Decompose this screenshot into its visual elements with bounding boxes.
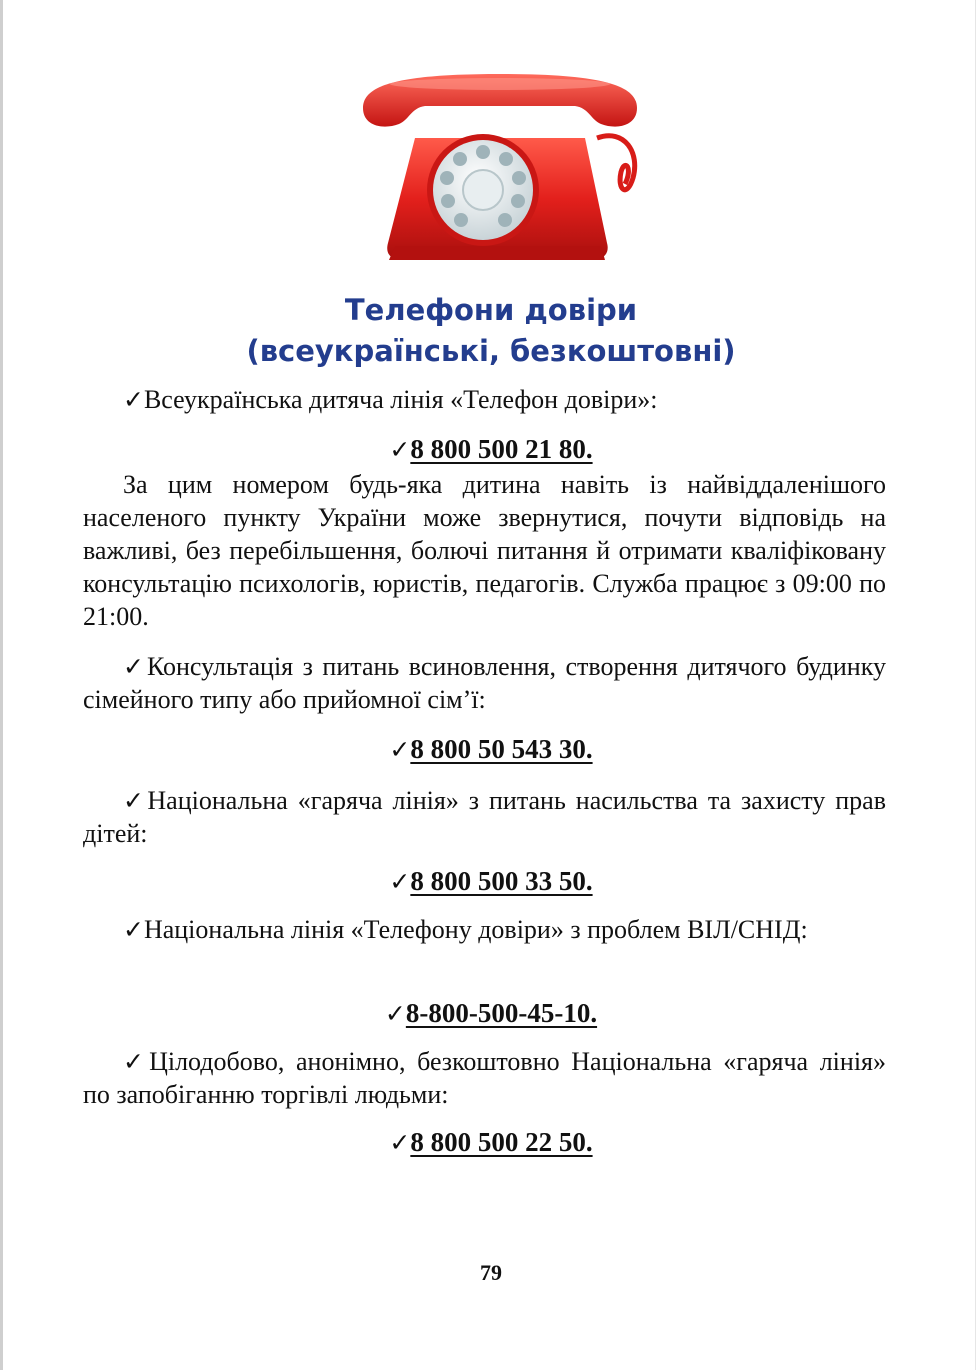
phone-number-line xyxy=(3,996,976,1031)
list-item xyxy=(83,383,886,416)
checkmark-icon: ✓ xyxy=(123,915,144,944)
page-number: 79 xyxy=(480,1260,502,1285)
page-title: Телефони довіри xyxy=(344,293,638,327)
phone-number-line xyxy=(3,864,976,899)
checkmark-icon: ✓ xyxy=(123,652,147,681)
checkmark-icon: ✓ xyxy=(123,786,148,815)
phone-number-line xyxy=(3,732,976,767)
hotline-label: Національна «гаряча лінія» з питань насильства та захисту прав дітей: xyxy=(83,786,886,848)
checkmark-icon: ✓ xyxy=(384,999,406,1028)
checkmark-icon: ✓ xyxy=(389,735,411,764)
checkmark-icon: ✓ xyxy=(123,1047,150,1076)
description-paragraph: За цим номером будь-яка дитина навіть із найвіддаленішого населеного пункту України може звернутися, почути відповідь на важливі, без перебільшення, болючі питання й отримати кваліфіковану консультацію психологів, юристів, педагогів. Служба працює з 09:00 по 21:00. xyxy=(83,470,886,631)
list-item xyxy=(83,650,886,716)
red-rotary-telephone-icon xyxy=(355,68,645,268)
phone-number: 8 800 50 543 30. xyxy=(410,734,593,764)
hotline-label: Національна лінія «Телефону довіри» з проблем ВІЛ/СНІД: xyxy=(143,915,808,944)
hotline-label: Цілодобово, анонімно, безкоштовно Національна «гаряча лінія» по запобіганню торгівлі людьми: xyxy=(83,1047,886,1109)
hotline-label: Консультація з питань всиновлення, створення дитячого будинку сімейного типу або прийомної сім’ї: xyxy=(83,652,886,714)
checkmark-icon: ✓ xyxy=(389,867,411,896)
phone-number: 8 800 500 21 80. xyxy=(410,434,593,464)
checkmark-icon: ✓ xyxy=(389,1128,411,1157)
phone-number-line xyxy=(3,432,976,467)
phone-number-line xyxy=(3,1125,976,1160)
checkmark-icon: ✓ xyxy=(123,385,144,414)
phone-number: 8 800 500 33 50. xyxy=(410,866,593,896)
hotline-label: Всеукраїнська дитяча лінія «Телефон довіри»: xyxy=(143,385,658,414)
checkmark-icon: ✓ xyxy=(389,435,411,464)
list-item xyxy=(83,913,886,946)
list-item xyxy=(83,784,886,850)
phone-number: 8 800 500 22 50. xyxy=(410,1127,593,1157)
list-item xyxy=(83,1045,886,1111)
page-subtitle: (всеукраїнські, безкоштовні) xyxy=(246,334,736,368)
phone-number: 8-800-500-45-10. xyxy=(405,998,598,1028)
